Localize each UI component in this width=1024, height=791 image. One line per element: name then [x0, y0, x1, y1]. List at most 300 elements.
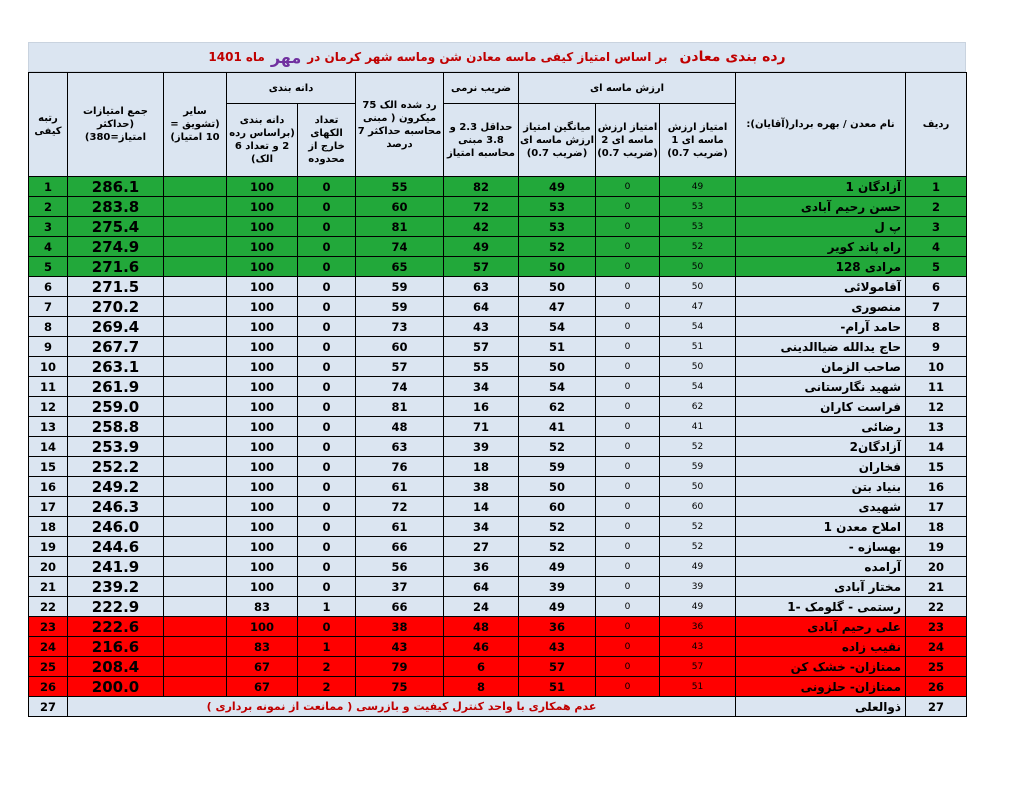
cell-sand-value-avg: 60 — [519, 497, 596, 517]
cell-grading: 100 — [227, 257, 298, 277]
cell-row-no: 4 — [906, 237, 967, 257]
cell-sand-value-avg: 49 — [519, 177, 596, 197]
cell-other — [164, 317, 227, 337]
table-row — [29, 497, 967, 517]
header-sieve: رد شده الک 75 میکرون ( مبنی محاسبه حداکثر 7 درصد — [356, 73, 444, 177]
cell-row-no: 1 — [906, 177, 967, 197]
cell-mine-name: آرامده — [736, 557, 906, 577]
table-footer — [29, 697, 967, 717]
cell-other — [164, 517, 227, 537]
cell-sieve: 59 — [356, 297, 444, 317]
cell-sieves-out: 0 — [298, 477, 356, 497]
cell-other — [164, 377, 227, 397]
cell-other — [164, 197, 227, 217]
cell-rank: 12 — [29, 397, 68, 417]
cell-sieves-out: 0 — [298, 377, 356, 397]
cell-total: 222.6 — [68, 617, 164, 637]
cell-sand-value-avg: 62 — [519, 397, 596, 417]
header-sand-value-group: ارزش ماسه ای — [519, 73, 736, 104]
cell-grading: 100 — [227, 417, 298, 437]
table-row — [29, 637, 967, 657]
cell-other — [164, 597, 227, 617]
cell-mine-name: پ ل — [736, 217, 906, 237]
cell-sand-value-2: 0 — [596, 337, 660, 357]
ranking-sheet — [28, 42, 966, 717]
table-row — [29, 217, 967, 237]
cell-sand-value-1: 62 — [660, 397, 736, 417]
ranking-table — [28, 72, 967, 717]
cell-total: 246.0 — [68, 517, 164, 537]
cell-total: 263.1 — [68, 357, 164, 377]
cell-rank: 16 — [29, 477, 68, 497]
cell-sieve: 59 — [356, 277, 444, 297]
cell-other — [164, 637, 227, 657]
cell-rank: 23 — [29, 617, 68, 637]
cell-other — [164, 537, 227, 557]
cell-other — [164, 497, 227, 517]
cell-total: 244.6 — [68, 537, 164, 557]
cell-fineness: 42 — [444, 217, 519, 237]
cell-rank: 17 — [29, 497, 68, 517]
cell-sand-value-1: 39 — [660, 577, 736, 597]
cell-rank: 15 — [29, 457, 68, 477]
cell-sand-value-2: 0 — [596, 677, 660, 697]
cell-other — [164, 297, 227, 317]
cell-sand-value-avg: 50 — [519, 477, 596, 497]
cell-row-no: 16 — [906, 477, 967, 497]
cell-rank: 21 — [29, 577, 68, 597]
cell-row-no: 11 — [906, 377, 967, 397]
cell-sand-value-2: 0 — [596, 557, 660, 577]
header-total: جمع امتیازات (حداکثر امتیاز=380) — [68, 73, 164, 177]
cell-sand-value-avg: 54 — [519, 377, 596, 397]
cell-fineness: 16 — [444, 397, 519, 417]
cell-sand-value-1: 54 — [660, 317, 736, 337]
cell-sand-value-1: 52 — [660, 537, 736, 557]
cell-sieve: 37 — [356, 577, 444, 597]
cell-sand-value-2: 0 — [596, 657, 660, 677]
cell-mine-name: نقیب زاده — [736, 637, 906, 657]
cell-row-no: 22 — [906, 597, 967, 617]
cell-sand-value-avg: 50 — [519, 277, 596, 297]
cell-sand-value-2: 0 — [596, 377, 660, 397]
cell-rank: 20 — [29, 557, 68, 577]
cell-sieve: 75 — [356, 677, 444, 697]
cell-sieves-out: 0 — [298, 337, 356, 357]
cell-sieves-out: 0 — [298, 517, 356, 537]
cell-fineness: 64 — [444, 297, 519, 317]
cell-sand-value-avg: 52 — [519, 537, 596, 557]
cell-fineness: 63 — [444, 277, 519, 297]
cell-grading: 100 — [227, 617, 298, 637]
cell-total: 208.4 — [68, 657, 164, 677]
table-row — [29, 577, 967, 597]
cell-other — [164, 177, 227, 197]
cell-sieve: 66 — [356, 597, 444, 617]
cell-fineness: 48 — [444, 617, 519, 637]
cell-sand-value-2: 0 — [596, 217, 660, 237]
cell-sand-value-2: 0 — [596, 437, 660, 457]
cell-sand-value-1: 52 — [660, 237, 736, 257]
cell-sand-value-2: 0 — [596, 457, 660, 477]
table-row — [29, 317, 967, 337]
table-body — [29, 177, 967, 697]
cell-total: 261.9 — [68, 377, 164, 397]
cell-rank: 24 — [29, 637, 68, 657]
cell-row-no: 14 — [906, 437, 967, 457]
cell-other — [164, 557, 227, 577]
cell-fineness: 14 — [444, 497, 519, 517]
cell-mine-name: رستمی - گلومک -1 — [736, 597, 906, 617]
cell-row-no: 17 — [906, 497, 967, 517]
cell-mine-name: شهید نگارستانی — [736, 377, 906, 397]
cell-sand-value-avg: 53 — [519, 197, 596, 217]
cell-row-no: 25 — [906, 657, 967, 677]
cell-sieve: 48 — [356, 417, 444, 437]
table-row — [29, 337, 967, 357]
cell-sand-value-2: 0 — [596, 177, 660, 197]
cell-sand-value-avg: 52 — [519, 517, 596, 537]
cell-grading: 100 — [227, 337, 298, 357]
header-fineness-group: ضریب نرمی — [444, 73, 519, 104]
cell-sand-value-1: 50 — [660, 257, 736, 277]
cell-sieves-out: 0 — [298, 177, 356, 197]
cell-sand-value-2: 0 — [596, 517, 660, 537]
cell-fineness: 57 — [444, 337, 519, 357]
header-sand-value-avg: میانگین امتیاز ارزش ماسه ای (ضریب 0.7) — [519, 104, 596, 177]
cell-rank: 1 — [29, 177, 68, 197]
cell-sand-value-1: 50 — [660, 477, 736, 497]
cell-fineness: 36 — [444, 557, 519, 577]
cell-total: 241.9 — [68, 557, 164, 577]
cell-total: 259.0 — [68, 397, 164, 417]
cell-row-no: 27 — [906, 697, 967, 717]
cell-rank: 4 — [29, 237, 68, 257]
cell-grading: 100 — [227, 277, 298, 297]
cell-grading: 100 — [227, 317, 298, 337]
cell-sieve: 66 — [356, 537, 444, 557]
cell-fineness: 55 — [444, 357, 519, 377]
cell-sieves-out: 0 — [298, 397, 356, 417]
cell-grading: 100 — [227, 457, 298, 477]
cell-row-no: 23 — [906, 617, 967, 637]
cell-grading: 100 — [227, 297, 298, 317]
cell-sand-value-1: 53 — [660, 217, 736, 237]
cell-fineness: 82 — [444, 177, 519, 197]
cell-grading: 100 — [227, 557, 298, 577]
table-header — [29, 73, 967, 177]
cell-fineness: 46 — [444, 637, 519, 657]
cell-mine-name: ممتازان- خشک کن — [736, 657, 906, 677]
table-row — [29, 597, 967, 617]
title-year: 1401 — [208, 50, 242, 64]
cell-mine-name: املاح معدن 1 — [736, 517, 906, 537]
cell-sieves-out: 0 — [298, 277, 356, 297]
cell-row-no: 18 — [906, 517, 967, 537]
cell-sand-value-2: 0 — [596, 537, 660, 557]
cell-sieves-out: 0 — [298, 577, 356, 597]
cell-rank: 2 — [29, 197, 68, 217]
cell-row-no: 6 — [906, 277, 967, 297]
title-subtitle: بر اساس امتیاز کیفی ماسه معادن شن وماسه شهر کرمان در — [307, 50, 668, 64]
cell-sand-value-avg: 39 — [519, 577, 596, 597]
cell-fineness: 18 — [444, 457, 519, 477]
cell-other — [164, 337, 227, 357]
table-row — [29, 397, 967, 417]
cell-sand-value-1: 57 — [660, 657, 736, 677]
cell-sand-value-1: 50 — [660, 277, 736, 297]
cell-rank: 22 — [29, 597, 68, 617]
cell-sieve: 74 — [356, 377, 444, 397]
cell-rank: 25 — [29, 657, 68, 677]
cell-rank: 10 — [29, 357, 68, 377]
cell-sieves-out: 0 — [298, 237, 356, 257]
cell-fineness: 49 — [444, 237, 519, 257]
cell-sieve: 60 — [356, 337, 444, 357]
cell-other — [164, 397, 227, 417]
cell-sieve: 63 — [356, 437, 444, 457]
cell-sand-value-2: 0 — [596, 617, 660, 637]
cell-grading: 100 — [227, 537, 298, 557]
cell-row-no: 5 — [906, 257, 967, 277]
table-row — [29, 357, 967, 377]
cell-other — [164, 277, 227, 297]
cell-sieves-out: 0 — [298, 217, 356, 237]
cell-sand-value-1: 52 — [660, 437, 736, 457]
cell-fineness: 24 — [444, 597, 519, 617]
cell-sand-value-2: 0 — [596, 317, 660, 337]
cell-grading: 67 — [227, 677, 298, 697]
cell-rank: 14 — [29, 437, 68, 457]
cell-rank: 5 — [29, 257, 68, 277]
cell-sand-value-avg: 52 — [519, 237, 596, 257]
cell-fineness: 64 — [444, 577, 519, 597]
cell-other — [164, 437, 227, 457]
cell-total: 271.5 — [68, 277, 164, 297]
cell-sieve: 72 — [356, 497, 444, 517]
cell-grading: 83 — [227, 637, 298, 657]
cell-grading: 100 — [227, 477, 298, 497]
cell-fineness: 43 — [444, 317, 519, 337]
cell-sand-value-2: 0 — [596, 277, 660, 297]
table-row — [29, 257, 967, 277]
cell-sand-value-2: 0 — [596, 257, 660, 277]
cell-sieve: 81 — [356, 217, 444, 237]
cell-fineness: 8 — [444, 677, 519, 697]
cell-sand-value-2: 0 — [596, 597, 660, 617]
cell-sieves-out: 0 — [298, 257, 356, 277]
cell-other — [164, 237, 227, 257]
cell-row-no: 7 — [906, 297, 967, 317]
cell-other — [164, 657, 227, 677]
cell-mine-name: مرادی 128 — [736, 257, 906, 277]
cell-sand-value-1: 54 — [660, 377, 736, 397]
cell-fineness: 38 — [444, 477, 519, 497]
cell-row-no: 21 — [906, 577, 967, 597]
cell-grading: 100 — [227, 377, 298, 397]
table-row — [29, 537, 967, 557]
cell-row-no: 13 — [906, 417, 967, 437]
cell-sieve: 60 — [356, 197, 444, 217]
cell-sand-value-avg: 50 — [519, 257, 596, 277]
cell-sand-value-avg: 49 — [519, 597, 596, 617]
cell-row-no: 10 — [906, 357, 967, 377]
cell-fineness: 71 — [444, 417, 519, 437]
cell-sand-value-1: 49 — [660, 557, 736, 577]
cell-row-no: 19 — [906, 537, 967, 557]
table-row — [29, 457, 967, 477]
cell-sand-value-avg: 50 — [519, 357, 596, 377]
header-other: سایر (تشویق = 10 امتیاز) — [164, 73, 227, 177]
cell-mine-name: بنیاد بتن — [736, 477, 906, 497]
cell-sieve: 61 — [356, 477, 444, 497]
header-sieves-out: تعداد الکهای خارج از محدوده — [298, 104, 356, 177]
cell-total: 200.0 — [68, 677, 164, 697]
cell-sand-value-1: 49 — [660, 177, 736, 197]
cell-sand-value-2: 0 — [596, 237, 660, 257]
cell-mine-name: فخاران — [736, 457, 906, 477]
table-row — [29, 677, 967, 697]
table-row-no-sample — [29, 697, 967, 717]
cell-sand-value-avg: 47 — [519, 297, 596, 317]
cell-sieves-out: 1 — [298, 597, 356, 617]
header-sand-value-2: امتیاز ارزش ماسه ای 2 (ضریب 0.7) — [596, 104, 660, 177]
cell-mine-name: علی رحیم آبادی — [736, 617, 906, 637]
cell-other — [164, 577, 227, 597]
cell-sand-value-1: 47 — [660, 297, 736, 317]
cell-grading: 67 — [227, 657, 298, 677]
cell-row-no: 24 — [906, 637, 967, 657]
cell-sand-value-2: 0 — [596, 497, 660, 517]
cell-rank: 27 — [29, 697, 68, 717]
cell-grading: 100 — [227, 357, 298, 377]
cell-sand-value-1: 50 — [660, 357, 736, 377]
cell-grading: 100 — [227, 197, 298, 217]
table-row — [29, 377, 967, 397]
cell-fineness: 6 — [444, 657, 519, 677]
cell-fineness: 27 — [444, 537, 519, 557]
header-grading-group: دانه بندی — [227, 73, 356, 104]
cell-grading: 83 — [227, 597, 298, 617]
cell-fineness: 39 — [444, 437, 519, 457]
cell-sieve: 38 — [356, 617, 444, 637]
cell-total: 246.3 — [68, 497, 164, 517]
cell-sieves-out: 0 — [298, 497, 356, 517]
title-month-word: ماه — [245, 50, 265, 64]
cell-mine-name: حامد آرام- — [736, 317, 906, 337]
cell-grading: 100 — [227, 217, 298, 237]
table-row — [29, 297, 967, 317]
cell-grading: 100 — [227, 437, 298, 457]
cell-mine-name: ذوالعلی — [736, 697, 906, 717]
cell-total: 249.2 — [68, 477, 164, 497]
cell-rank: 3 — [29, 217, 68, 237]
cell-fineness: 34 — [444, 377, 519, 397]
cell-sand-value-avg: 49 — [519, 557, 596, 577]
cell-total: 275.4 — [68, 217, 164, 237]
title-month: مهر — [270, 47, 302, 67]
cell-sand-value-2: 0 — [596, 577, 660, 597]
cell-grading: 100 — [227, 577, 298, 597]
cell-row-no: 20 — [906, 557, 967, 577]
cell-grading: 100 — [227, 237, 298, 257]
cell-rank: 6 — [29, 277, 68, 297]
cell-sand-value-2: 0 — [596, 637, 660, 657]
cell-total: 274.9 — [68, 237, 164, 257]
cell-sieve: 65 — [356, 257, 444, 277]
cell-sieve: 57 — [356, 357, 444, 377]
cell-sieves-out: 1 — [298, 637, 356, 657]
table-row — [29, 557, 967, 577]
cell-sand-value-avg: 51 — [519, 677, 596, 697]
cell-rank: 9 — [29, 337, 68, 357]
cell-sieves-out: 2 — [298, 677, 356, 697]
cell-sand-value-avg: 51 — [519, 337, 596, 357]
cell-sand-value-1: 43 — [660, 637, 736, 657]
cell-mine-name: فراست کاران — [736, 397, 906, 417]
table-row — [29, 617, 967, 637]
cell-fineness: 57 — [444, 257, 519, 277]
cell-sieve: 43 — [356, 637, 444, 657]
cell-grading: 100 — [227, 517, 298, 537]
table-row — [29, 517, 967, 537]
cell-total: 239.2 — [68, 577, 164, 597]
cell-other — [164, 677, 227, 697]
cell-mine-name: آزادگان2 — [736, 437, 906, 457]
cell-mine-name: بهسازه - — [736, 537, 906, 557]
cell-row-no: 3 — [906, 217, 967, 237]
cell-sand-value-avg: 41 — [519, 417, 596, 437]
table-row — [29, 277, 967, 297]
cell-row-no: 2 — [906, 197, 967, 217]
cell-mine-name: مختار آبادی — [736, 577, 906, 597]
cell-sand-value-2: 0 — [596, 477, 660, 497]
cell-sand-value-1: 36 — [660, 617, 736, 637]
cell-sieve: 76 — [356, 457, 444, 477]
cell-row-no: 9 — [906, 337, 967, 357]
cell-sieves-out: 0 — [298, 557, 356, 577]
cell-sieves-out: 0 — [298, 357, 356, 377]
header-row-no: ردیف — [906, 73, 967, 177]
cell-other — [164, 217, 227, 237]
cell-rank: 18 — [29, 517, 68, 537]
cell-sieve: 79 — [356, 657, 444, 677]
cell-total: 252.2 — [68, 457, 164, 477]
cell-sand-value-1: 41 — [660, 417, 736, 437]
cell-rank: 7 — [29, 297, 68, 317]
cell-sieves-out: 0 — [298, 537, 356, 557]
cell-sand-value-2: 0 — [596, 297, 660, 317]
cell-other — [164, 617, 227, 637]
cell-sieves-out: 0 — [298, 437, 356, 457]
header-sand-value-1: امتیاز ارزش ماسه ای 1 (ضریب 0.7) — [660, 104, 736, 177]
cell-sand-value-1: 49 — [660, 597, 736, 617]
cell-sieve: 55 — [356, 177, 444, 197]
cell-other — [164, 257, 227, 277]
cell-grading: 100 — [227, 177, 298, 197]
cell-sand-value-1: 52 — [660, 517, 736, 537]
cell-mine-name: آزادگان 1 — [736, 177, 906, 197]
sheet-title — [28, 42, 966, 72]
cell-total: 258.8 — [68, 417, 164, 437]
cell-sand-value-avg: 36 — [519, 617, 596, 637]
cell-rank: 13 — [29, 417, 68, 437]
cell-rank: 19 — [29, 537, 68, 557]
cell-fineness: 34 — [444, 517, 519, 537]
cell-row-no: 15 — [906, 457, 967, 477]
cell-sand-value-1: 51 — [660, 337, 736, 357]
cell-total: 286.1 — [68, 177, 164, 197]
